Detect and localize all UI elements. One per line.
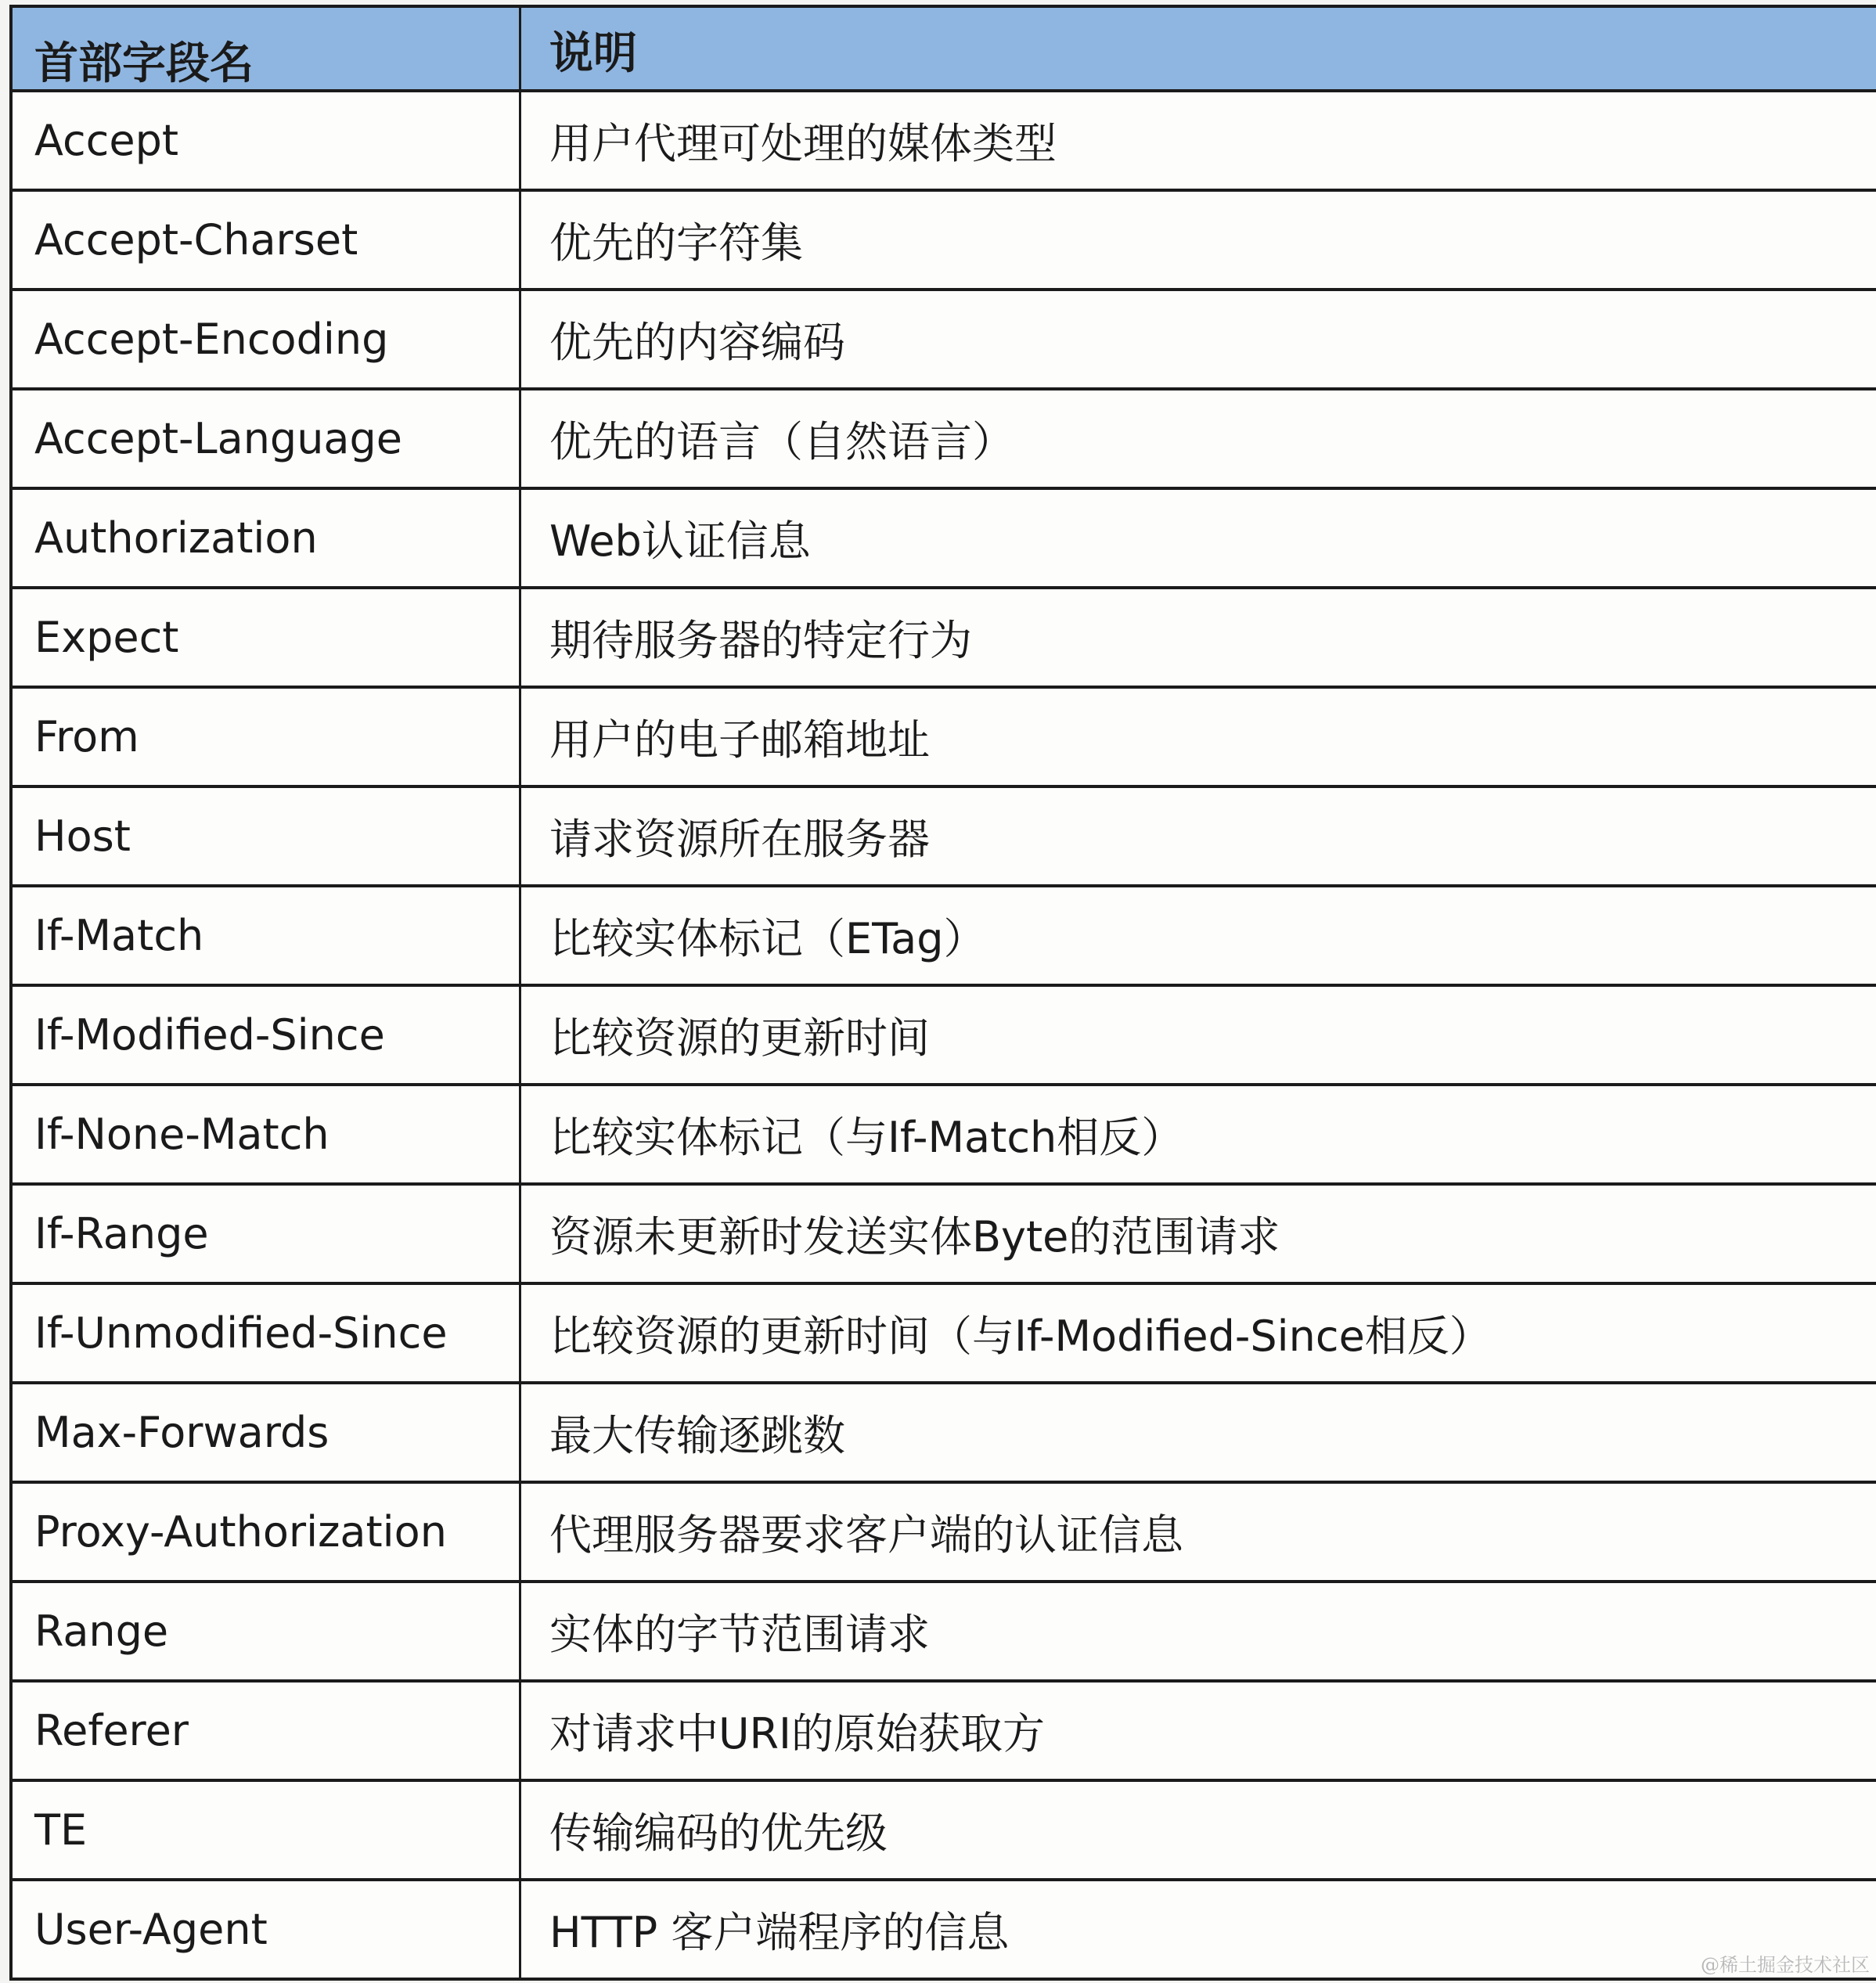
table-row	[13, 1583, 1876, 1682]
field-name-cell: If-Match	[13, 887, 521, 984]
table-row	[13, 490, 1876, 589]
field-name-cell: Accept	[13, 92, 521, 189]
table-row	[13, 987, 1876, 1086]
description-cell: 比较资源的更新时间（与If-Modified-Since相反）	[549, 1312, 1492, 1361]
field-name-cell: Accept-Charset	[13, 192, 521, 288]
table-row	[13, 1782, 1876, 1881]
description-cell: Web认证信息	[549, 516, 811, 566]
field-name-cell: Accept-Encoding	[13, 291, 521, 387]
table-row	[13, 192, 1876, 291]
header-field-name: 首部字段名	[13, 8, 521, 89]
description-cell: 期待服务器的特定行为	[549, 616, 972, 665]
field-name-cell: Max-Forwards	[13, 1384, 521, 1481]
table-row	[13, 1881, 1876, 1981]
request-header-table	[9, 5, 1876, 1981]
description-cell: 比较资源的更新时间	[549, 1013, 930, 1063]
table-row	[13, 788, 1876, 887]
table-row	[13, 887, 1876, 987]
field-name-cell: From	[13, 689, 521, 785]
watermark: @稀土掘金技术社区	[1701, 1954, 1870, 1976]
field-name-cell: TE	[13, 1782, 521, 1878]
table-row	[13, 1285, 1876, 1384]
description-cell: 对请求中URI的原始获取方	[549, 1709, 1045, 1758]
description-cell: 优先的内容编码	[549, 318, 845, 367]
table-row	[13, 390, 1876, 490]
table-row	[13, 1186, 1876, 1285]
description-cell: 用户的电子邮箱地址	[549, 715, 930, 765]
table-row	[13, 1484, 1876, 1583]
header-description: 说明	[549, 28, 637, 79]
field-name-cell: If-Unmodified-Since	[13, 1285, 521, 1381]
description-cell: 实体的字节范围请求	[549, 1610, 930, 1659]
table-row	[13, 1682, 1876, 1782]
description-cell: 最大传输逐跳数	[549, 1411, 845, 1460]
table-row	[13, 689, 1876, 788]
field-name-cell: Proxy-Authorization	[13, 1484, 521, 1580]
table-header-row	[13, 5, 1876, 92]
field-name-cell: User-Agent	[13, 1881, 521, 1978]
table-row	[13, 92, 1876, 192]
field-name-cell: Range	[13, 1583, 521, 1679]
field-name-cell: If-None-Match	[13, 1086, 521, 1182]
table-body	[13, 92, 1876, 1981]
field-name-cell: If-Range	[13, 1186, 521, 1282]
field-name-cell: If-Modified-Since	[13, 987, 521, 1083]
description-cell: 请求资源所在服务器	[549, 815, 930, 864]
description-cell: 优先的语言（自然语言）	[549, 417, 1014, 466]
table-row	[13, 589, 1876, 689]
description-cell: 传输编码的优先级	[549, 1808, 888, 1858]
description-cell: 比较实体标记（与If-Match相反）	[549, 1113, 1184, 1162]
table-row	[13, 1086, 1876, 1186]
field-name-cell: Referer	[13, 1682, 521, 1779]
field-name-cell: Expect	[13, 589, 521, 686]
table-row	[13, 291, 1876, 390]
description-cell: 代理服务器要求客户端的认证信息	[549, 1510, 1183, 1560]
description-cell: HTTP 客户端程序的信息	[549, 1908, 1010, 1957]
description-cell: 用户代理可处理的媒体类型	[549, 119, 1057, 168]
description-cell: 优先的字符集	[549, 218, 803, 268]
field-name-cell: Host	[13, 788, 521, 884]
description-cell: 比较实体标记（ETag）	[549, 914, 986, 963]
description-cell: 资源未更新时发送实体Byte的范围请求	[549, 1212, 1280, 1261]
table-row	[13, 1384, 1876, 1484]
field-name-cell: Accept-Language	[13, 390, 521, 487]
field-name-cell: Authorization	[13, 490, 521, 586]
